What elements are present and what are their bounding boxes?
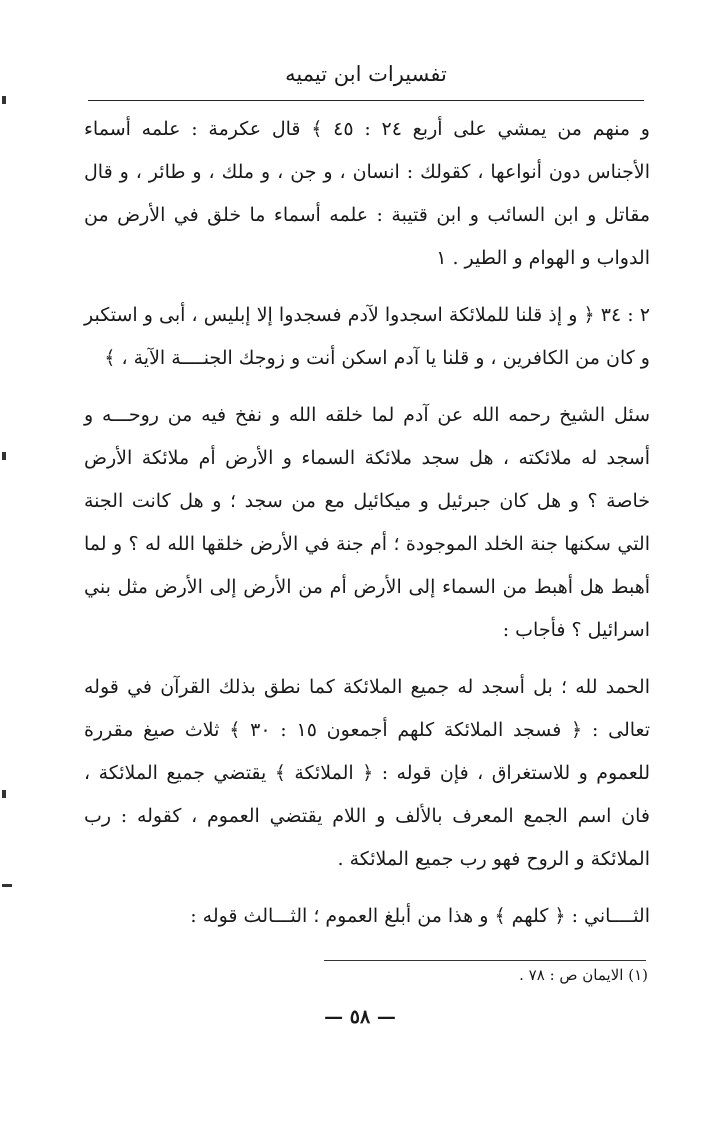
page-number: — ٥٨ —	[324, 1006, 396, 1028]
footnote-rule	[324, 960, 646, 961]
margin-mark	[2, 790, 6, 798]
paragraph-1: و منهم من يمشي على أربع ٢٤ : ٤٥ ﴾ قال عكرمة : علمه أسماء الأجناس دون أنواعها ، كقولك : انسان ، و جن ، و ملك ، و طائر ، و قال مقاتل و ابن السائب و ابن قتيبة : علمه أسماء ما خلق في الأرض من الدواب و الهوام و الطير . ١	[84, 118, 650, 269]
paragraph-2: ٢ : ٣٤ ﴿ و إذ قلنا للملائكة اسجدوا لآدم فسجدوا إلا إبليس ، أبى و استكبر و كان من الكافرين ، و قلنا يا آدم اسكن أنت و زوجك الجنــــة الآية ، ﴾	[84, 304, 651, 369]
paragraph-5: الثــــاني : ﴿ كلهم ﴾ و هذا من أبلغ العموم ؛ الثـــالث قوله :	[190, 905, 650, 927]
paragraph-3: سئل الشيخ رحمه الله عن آدم لما خلقه الله و نفخ فيه من روحـــه و أسجد له ملائكته ، هل سجد ملائكة السماء و الأرض أم ملائكة الأرض خاصة ؟ و هل كان جبرئيل و ميكائيل مع من سجد ؛ و هل كانت الجنة التي سكنها جنة الخلد الموجودة ؛ أم جنة في الأرض خلقها الله له ؟ و لما أهبط هل أهبط من السماء إلى الأرض أم من الأرض إلى الأرض مثل بني اسرائيل ؟ فأجاب :	[84, 404, 650, 641]
header-rule	[88, 100, 644, 101]
margin-mark	[2, 452, 6, 460]
paragraph-4: الحمد لله ؛ بل أسجد له جميع الملائكة كما نطق بذلك القرآن في قوله تعالى : ﴿ فسجد الملائكة كلهم أجمعون ١٥ : ٣٠ ﴾ ثلاث صيغ مقررة للعموم و للاستغراق ، فإن قوله : ﴿ الملائكة ﴾ يقتضي جميع الملائكة ، فان اسم الجمع المعرف بالألف و اللام يقتضي العموم ، كقوله : رب الملائكة و الروح فهو رب جميع الملائكة .	[84, 676, 651, 870]
running-header: تفسيرات ابن تيميه	[285, 62, 447, 86]
footnote: (١) الايمان ص : ٧٨ .	[519, 966, 648, 984]
body-text	[84, 108, 650, 938]
margin-mark	[2, 884, 12, 887]
margin-mark	[2, 96, 6, 104]
